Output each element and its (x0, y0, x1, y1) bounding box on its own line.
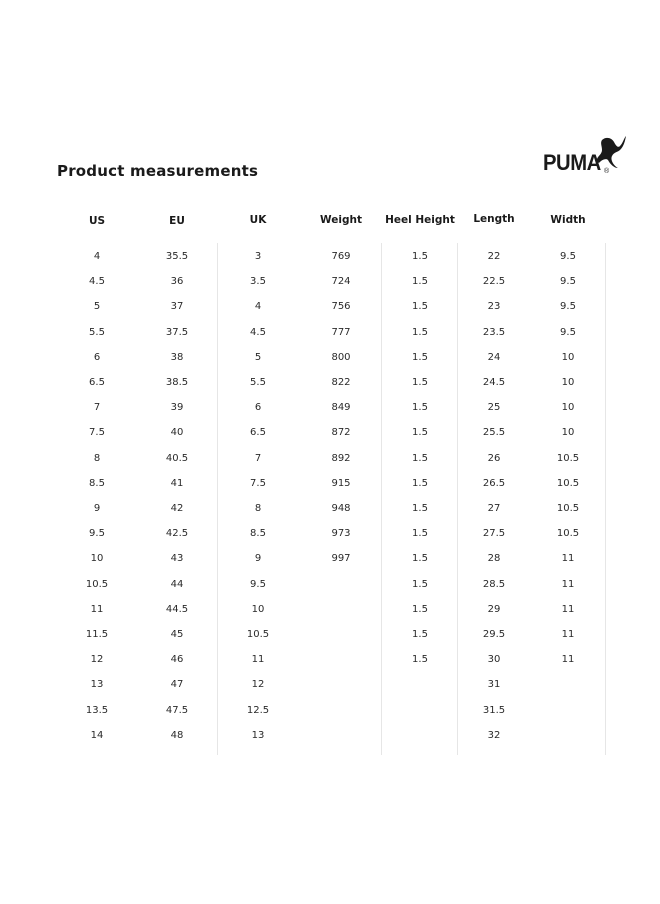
table-cell: 22 (487, 251, 501, 262)
table-cell: 44 (170, 578, 184, 590)
column-divider (605, 243, 606, 755)
table-cell: 25 (487, 402, 501, 414)
table-cell: 11.5 (85, 629, 109, 640)
table-cell: 1.5 (412, 629, 428, 640)
column-header-eu: EU (169, 215, 185, 227)
table-cell: 7.5 (89, 427, 105, 439)
table-cell: 5 (93, 301, 101, 313)
table-cell: 42.5 (165, 528, 189, 540)
table-cell: 24.5 (482, 377, 506, 388)
table-cell: 43 (170, 553, 184, 565)
table-cell: 38.5 (165, 377, 189, 388)
table-cell: 1.5 (412, 276, 428, 288)
table-cell: 28.5 (482, 578, 506, 590)
table-cell: 892 (331, 452, 351, 464)
table-cell: 1.5 (412, 326, 428, 338)
table-cell: 46 (170, 654, 184, 666)
table-cell: 10 (251, 603, 265, 615)
table-cell: 37.5 (165, 326, 189, 338)
table-cell: 1.5 (412, 301, 428, 313)
table-cell: 6 (254, 402, 262, 414)
table-cell: 3 (254, 251, 262, 262)
table-cell: 1.5 (412, 351, 428, 363)
table-cell: 11 (561, 654, 575, 666)
table-cell: 10 (561, 402, 575, 414)
column-header-length: Length (473, 213, 515, 225)
table-cell: 9.5 (560, 276, 576, 288)
table-cell: 27 (487, 503, 501, 514)
table-cell: 1.5 (412, 251, 428, 262)
table-cell: 1.5 (412, 402, 428, 414)
page-title: Product measurements (57, 162, 259, 180)
table-cell: 36 (170, 276, 184, 288)
table-cell: 40.5 (165, 452, 189, 464)
table-cell: 28 (487, 553, 501, 565)
table-cell: 777 (331, 326, 351, 338)
table-cell: 948 (331, 503, 351, 514)
table-cell: 48 (170, 729, 184, 741)
table-cell: 7 (93, 402, 101, 414)
table-cell: 29 (487, 603, 501, 615)
table-cell: 724 (331, 276, 351, 288)
table-cell: 10.5 (556, 477, 580, 489)
table-cell: 872 (331, 427, 351, 439)
table-cell: 44.5 (165, 603, 189, 615)
table-cell: 9 (93, 503, 101, 514)
table-cell: 10.5 (85, 578, 109, 590)
table-cell: 5 (254, 351, 262, 363)
table-cell: 25.5 (482, 427, 506, 439)
table-cell: 4.5 (250, 326, 266, 338)
table-cell: 1.5 (412, 503, 428, 514)
column-header-us: US (88, 215, 106, 227)
table-cell: 24 (487, 351, 501, 363)
table-cell: 9.5 (89, 528, 105, 540)
table-cell: 45 (170, 629, 184, 640)
table-cell: 23 (487, 301, 501, 313)
table-cell: 1.5 (412, 427, 428, 439)
table-cell: 1.5 (412, 654, 428, 666)
column-header-uk: UK (249, 214, 267, 226)
table-cell: 4 (93, 251, 101, 262)
brand-logo: PUMA (543, 150, 601, 175)
table-cell: 5.5 (250, 377, 266, 388)
table-cell: 30 (487, 654, 501, 666)
table-cell: 11 (561, 603, 575, 615)
table-cell: 9.5 (560, 301, 576, 313)
table-cell: 9.5 (560, 326, 576, 338)
table-cell: 1.5 (412, 578, 428, 590)
table-cell: 6.5 (250, 427, 266, 439)
table-cell: 9 (254, 553, 262, 565)
table-cell: 8 (93, 452, 101, 464)
table-cell: 41 (170, 477, 184, 489)
table-cell: 849 (331, 402, 351, 414)
table-cell: 997 (331, 553, 351, 565)
table-cell: 11 (561, 553, 575, 565)
column-divider (457, 243, 458, 755)
registered-mark: ® (604, 168, 610, 175)
table-cell: 40 (170, 427, 184, 439)
table-cell: 800 (331, 351, 351, 363)
table-cell: 31.5 (482, 704, 506, 716)
column-header-weight: Weight (320, 214, 362, 226)
table-cell: 13 (251, 729, 265, 741)
table-cell: 973 (331, 528, 351, 540)
table-cell: 11 (90, 603, 104, 615)
table-cell: 1.5 (412, 377, 428, 388)
table-cell: 10.5 (246, 629, 270, 640)
table-cell: 11 (561, 629, 575, 640)
table-cell: 769 (331, 251, 351, 262)
table-cell: 4 (254, 301, 262, 313)
column-header-heel-height: Heel Height (385, 214, 455, 226)
table-cell: 35.5 (165, 251, 189, 262)
table-cell: 12 (251, 679, 265, 691)
table-cell: 1.5 (412, 477, 428, 489)
table-cell: 11 (561, 578, 575, 590)
table-cell: 32 (487, 729, 501, 741)
table-cell: 9.5 (560, 251, 576, 262)
table-cell: 1.5 (412, 603, 428, 615)
table-cell: 915 (331, 477, 351, 489)
table-cell: 10 (561, 377, 575, 388)
table-cell: 38 (170, 351, 184, 363)
table-cell: 14 (90, 729, 104, 741)
table-cell: 27.5 (482, 528, 506, 540)
table-cell: 9.5 (250, 578, 266, 590)
table-cell: 12 (90, 654, 104, 666)
table-cell: 11 (251, 654, 265, 666)
table-cell: 23.5 (482, 326, 506, 338)
table-cell: 822 (331, 377, 351, 388)
table-cell: 10.5 (556, 528, 580, 540)
table-cell: 10.5 (556, 452, 580, 464)
table-cell: 8 (254, 503, 262, 514)
table-cell: 39 (170, 402, 184, 414)
column-header-width: Width (550, 214, 586, 226)
table-cell: 7.5 (250, 477, 266, 489)
table-cell: 3.5 (250, 276, 266, 288)
table-cell: 12.5 (246, 704, 270, 716)
table-cell: 42 (170, 503, 184, 514)
table-cell: 10 (90, 553, 104, 565)
column-divider (381, 243, 382, 755)
table-cell: 756 (331, 301, 351, 313)
table-cell: 31 (487, 679, 501, 691)
table-cell: 4.5 (89, 276, 105, 288)
table-cell: 13.5 (85, 704, 109, 716)
table-cell: 6 (93, 351, 101, 363)
table-cell: 47 (170, 679, 184, 691)
table-cell: 1.5 (412, 553, 428, 565)
table-cell: 8.5 (250, 528, 266, 540)
table-cell: 47.5 (165, 704, 189, 716)
column-divider (217, 243, 218, 755)
table-cell: 37 (170, 301, 184, 313)
table-cell: 26 (487, 452, 501, 464)
table-cell: 7 (254, 452, 262, 464)
table-cell: 13 (90, 679, 104, 691)
table-cell: 5.5 (89, 326, 105, 338)
table-cell: 10 (561, 351, 575, 363)
table-cell: 29.5 (482, 629, 506, 640)
table-cell: 22.5 (482, 276, 506, 288)
table-cell: 10.5 (556, 503, 580, 514)
table-cell: 26.5 (482, 477, 506, 489)
table-cell: 1.5 (412, 528, 428, 540)
table-cell: 10 (561, 427, 575, 439)
table-cell: 1.5 (412, 452, 428, 464)
table-cell: 6.5 (89, 377, 105, 388)
table-cell: 8.5 (89, 477, 105, 489)
